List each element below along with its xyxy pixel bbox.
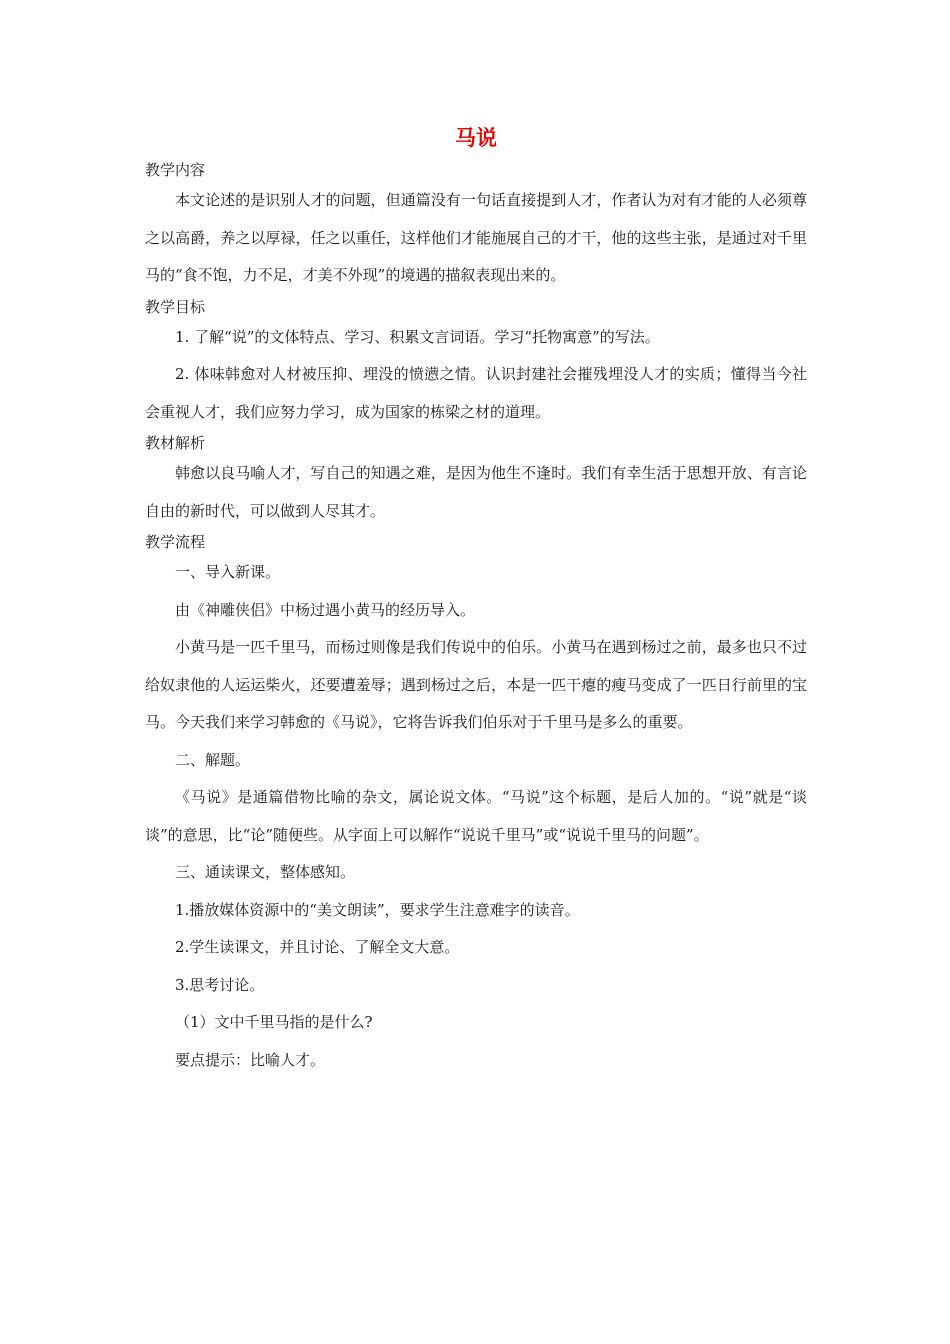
- analysis-paragraph: 韩愈以良马喻人才，写自己的知遇之难，是因为他生不逢时。我们有幸生活于思想开放、有言论自由的新时代，可以做到人尽其才。: [145, 464, 807, 520]
- step3-item-2: 2.学生读课文，并且讨论、了解全文大意。: [175, 938, 460, 956]
- goal-item-1: 1. 了解“说”的文体特点、学习、积累文言词语。学习“托物寓意”的写法。: [175, 327, 660, 346]
- goal-item-2: 2. 体味韩愈对人材被压抑、埋没的愤懑之情。认识封建社会摧残埋没人才的实质；懂得当今社会重视人才，我们应努力学习，成为国家的栋梁之材的道理。: [145, 365, 807, 421]
- step2-title: 二、解题。: [175, 750, 251, 769]
- document-page: [145, 118, 807, 1079]
- section-heading-analysis: 教材解析: [145, 434, 206, 452]
- content-paragraph: 本文论述的是识别人才的问题，但通篇没有一句话直接提到人才，作者认为对有才能的人必须尊之以高爵，养之以厚禄，任之以重任，这样他们才能施展自己的才干，他的这些主张，是通过对千里马的“食不饱，力不足，才美不外现”的境遇的描叙表现出来的。: [145, 191, 807, 284]
- section-heading-goals: 教学目标: [145, 297, 206, 316]
- page-title: 马说: [455, 125, 497, 150]
- step1-title: 一、导入新课。: [175, 563, 281, 581]
- step3-title: 三、通读课文，整体感知。: [175, 863, 356, 881]
- question-1: （1）文中千里马指的是什么?: [175, 1013, 373, 1031]
- question-1-hint: 要点提示：比喻人才。: [175, 1050, 326, 1069]
- section-heading-content: 教学内容: [145, 161, 206, 179]
- step3-item-3: 3.思考讨论。: [175, 975, 265, 994]
- step1-paragraph-1: 由《神雕侠侣》中杨过遇小黄马的经历导入。: [175, 600, 476, 619]
- step2-paragraph: 《马说》是通篇借物比喻的杂文，属论说文体。“马说”这个标题，是后人加的。“说”就是“谈谈”的意思，比“论”随便些。从字面上可以解作“说说千里马”或“说说千里马的问题”。: [145, 788, 807, 844]
- section-heading-flow: 教学流程: [145, 533, 206, 551]
- step1-paragraph-2: 小黄马是一匹千里马，而杨过则像是我们传说中的伯乐。小黄马在遇到杨过之前，最多也只不过给奴隶他的人运运柴火，还要遭羞辱；遇到杨过之后，本是一匹干瘪的瘦马变成了一匹日行前里的宝马。今天我们来学习韩愈的《马说》，它将告诉我们伯乐对于千里马是多么的重要。: [145, 638, 807, 731]
- step3-item-1: 1.播放媒体资源中的“美文朗读”，要求学生注意难字的读音。: [175, 900, 580, 919]
